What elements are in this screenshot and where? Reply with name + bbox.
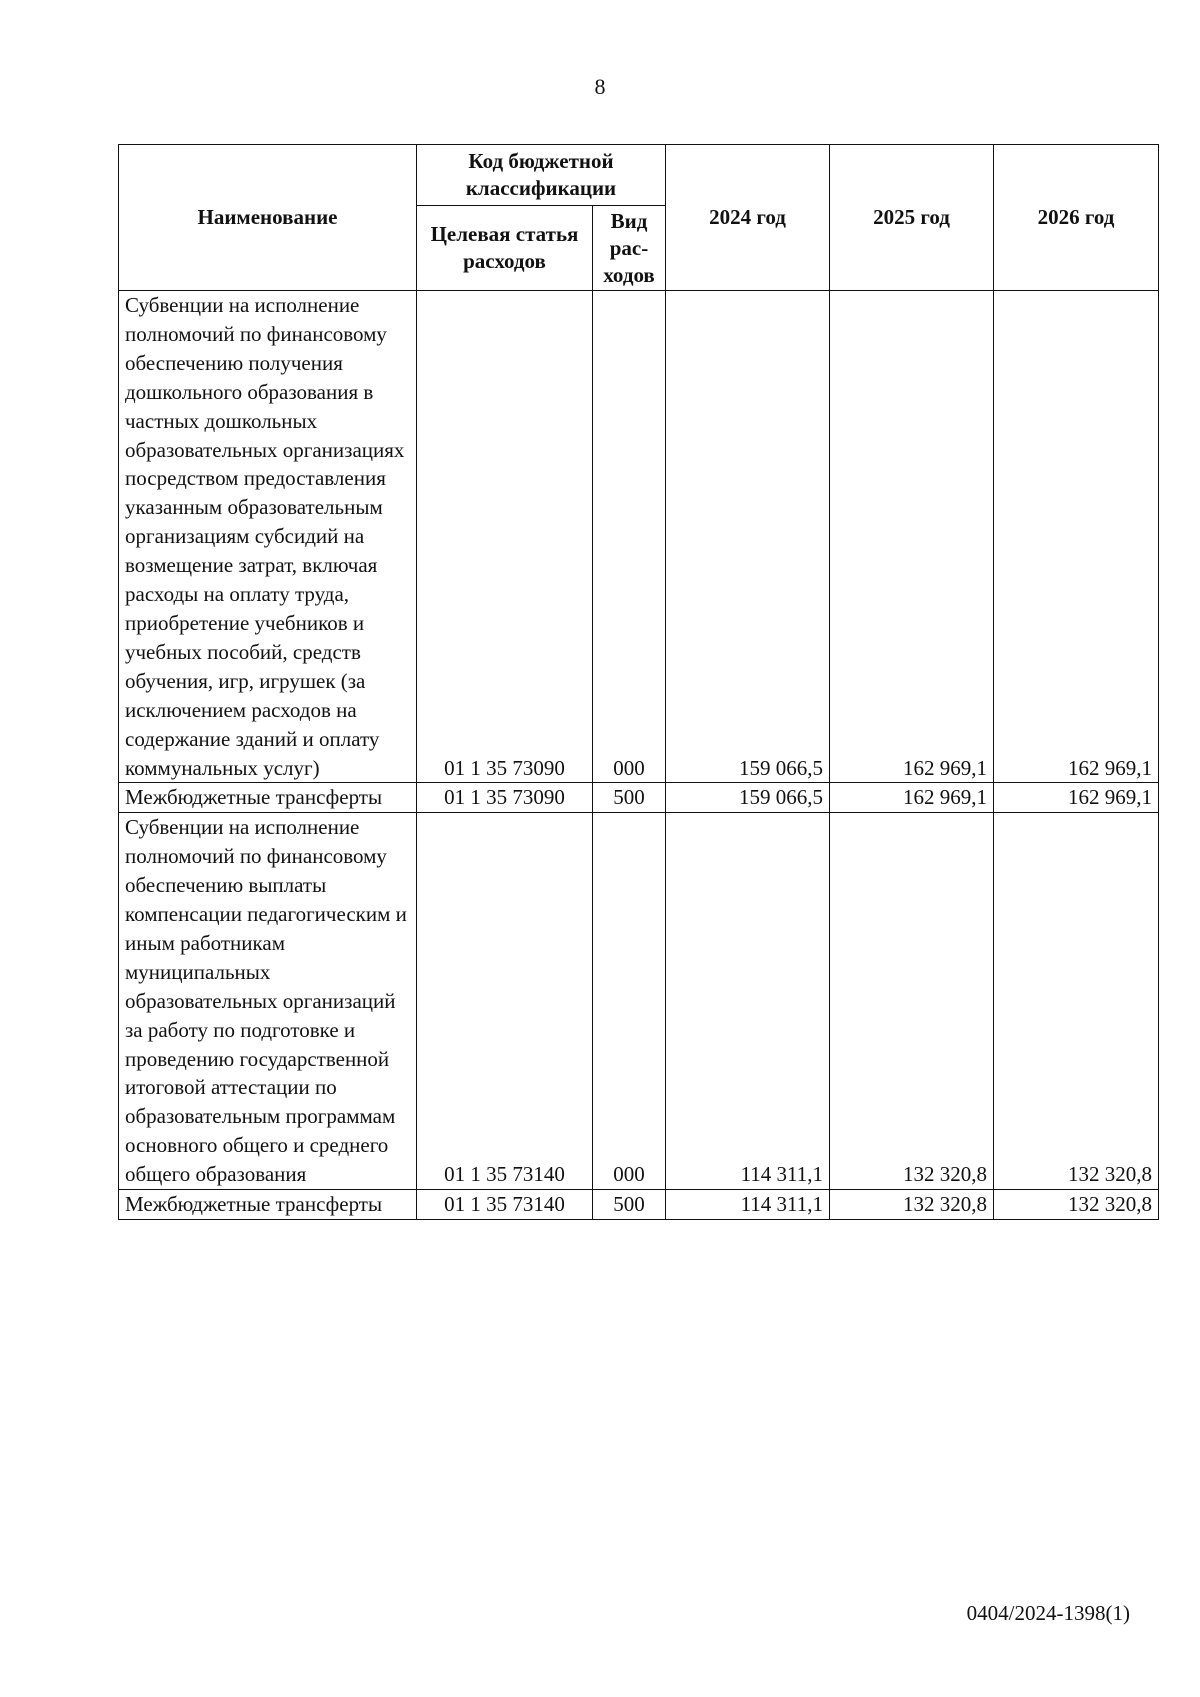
row-name: Межбюджетные трансферты	[119, 783, 417, 813]
row-amount-2024: 114 311,1	[666, 813, 830, 1190]
header-expense-kind: Вид рас-ходов	[593, 206, 666, 291]
row-amount-2024: 159 066,5	[666, 291, 830, 783]
header-year-2026: 2026 год	[994, 145, 1159, 291]
table-header-row	[119, 145, 1159, 206]
table-row	[119, 1190, 1159, 1220]
row-amount-2026: 132 320,8	[994, 813, 1159, 1190]
page-number: 8	[594, 74, 606, 99]
row-amount-2024: 114 311,1	[666, 1190, 830, 1220]
row-amount-2025: 132 320,8	[830, 813, 994, 1190]
row-amount-2025: 132 320,8	[830, 1190, 994, 1220]
header-year-2024: 2024 год	[666, 145, 830, 291]
row-target-article: 01 1 35 73140	[417, 1190, 593, 1220]
header-year-2025: 2025 год	[830, 145, 994, 291]
budget-table	[118, 144, 1159, 1220]
row-amount-2026: 162 969,1	[994, 291, 1159, 783]
document-code: 0404/2024-1398(1)	[966, 1601, 1130, 1625]
row-amount-2026: 132 320,8	[994, 1190, 1159, 1220]
header-target-article: Целевая статья расходов	[417, 206, 593, 291]
row-name: Межбюджетные трансферты	[119, 1190, 417, 1220]
row-name: Субвенции на исполнение полномочий по финансовому обеспечению получения дошкольного образования в частных дошкольных образовательных организациях посредством предоставления указанным образовательным организациям субсидий на возмещение затрат, включая расходы на оплату труда, приобретение учебников и учебных пособий, средств обучения, игр, игрушек (за исключением расходов на содержание зданий и оплату коммунальных услуг)	[119, 291, 417, 783]
table-row	[119, 291, 1159, 783]
row-expense-kind: 000	[593, 291, 666, 783]
row-amount-2025: 162 969,1	[830, 291, 994, 783]
row-expense-kind: 500	[593, 1190, 666, 1220]
header-name: Наименование	[119, 145, 417, 291]
row-expense-kind: 000	[593, 813, 666, 1190]
row-name: Субвенции на исполнение полномочий по финансовому обеспечению выплаты компенсации педагогическим и иным работникам муниципальных образовательных организаций за работу по подготовке и проведению государственной итоговой аттестации по образовательным программам основного общего и среднего общего образования	[119, 813, 417, 1190]
row-target-article: 01 1 35 73090	[417, 783, 593, 813]
header-budget-code: Код бюджетной классификации	[417, 145, 666, 206]
table-row	[119, 813, 1159, 1190]
row-amount-2025: 162 969,1	[830, 783, 994, 813]
row-expense-kind: 500	[593, 783, 666, 813]
row-target-article: 01 1 35 73140	[417, 813, 593, 1190]
row-amount-2024: 159 066,5	[666, 783, 830, 813]
row-amount-2026: 162 969,1	[994, 783, 1159, 813]
row-target-article: 01 1 35 73090	[417, 291, 593, 783]
table-row	[119, 783, 1159, 813]
